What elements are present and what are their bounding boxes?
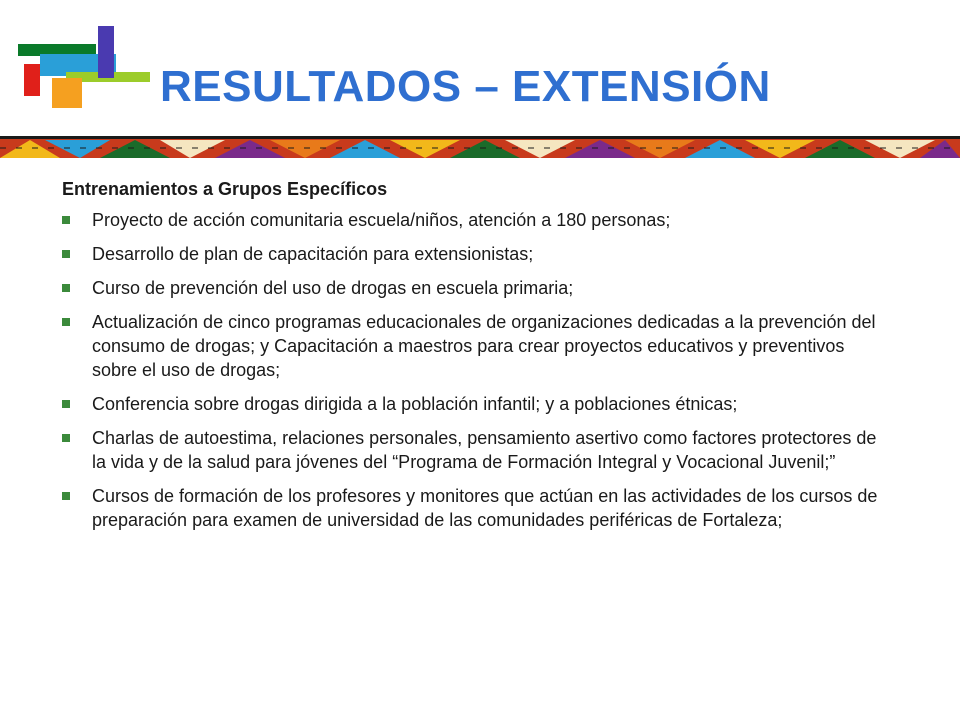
list-item [62,392,882,416]
bullet-square-icon [62,250,70,258]
decorative-pattern-band [0,136,960,158]
list-item-text: Proyecto de acción comunitaria escuela/niños, atención a 180 personas; [92,210,671,230]
list-item [62,208,882,232]
list-item [62,242,882,266]
list-item [62,484,882,532]
bullet-square-icon [62,216,70,224]
slide-content [62,178,882,542]
list-item-text: Desarrollo de plan de capacitación para extensionistas; [92,244,534,264]
list-item-text: Charlas de autoestima, relaciones personales, pensamiento asertivo como factores protectores de la vida y de la salud para jóvenes del “Programa de Formación Integral y Vocacional Juvenil;” [92,428,877,472]
list-item [62,310,882,382]
bullet-square-icon [62,492,70,500]
bullet-square-icon [62,400,70,408]
page-title: RESULTADOS – EXTENSIÓN [160,62,771,111]
bullet-list [62,208,882,532]
section-heading: Entrenamientos a Grupos Específicos [62,179,388,199]
bullet-square-icon [62,284,70,292]
list-item-text: Conferencia sobre drogas dirigida a la población infantil; y a poblaciones étnicas; [92,394,738,414]
list-item [62,276,882,300]
bullet-square-icon [62,434,70,442]
bullet-square-icon [62,318,70,326]
brand-logo [0,0,160,120]
list-item-text: Actualización de cinco programas educacionales de organizaciones dedicadas a la prevención del consumo de drogas; y Capacitación a maestros para crear proyectos educativos y preventivos sobre el uso de drogas; [92,312,876,380]
list-item [62,426,882,474]
list-item-text: Cursos de formación de los profesores y monitores que actúan en las actividades de los cursos de preparación para examen de universidad de las comunidades periféricas de Fortaleza; [92,486,878,530]
list-item-text: Curso de prevención del uso de drogas en escuela primaria; [92,278,574,298]
